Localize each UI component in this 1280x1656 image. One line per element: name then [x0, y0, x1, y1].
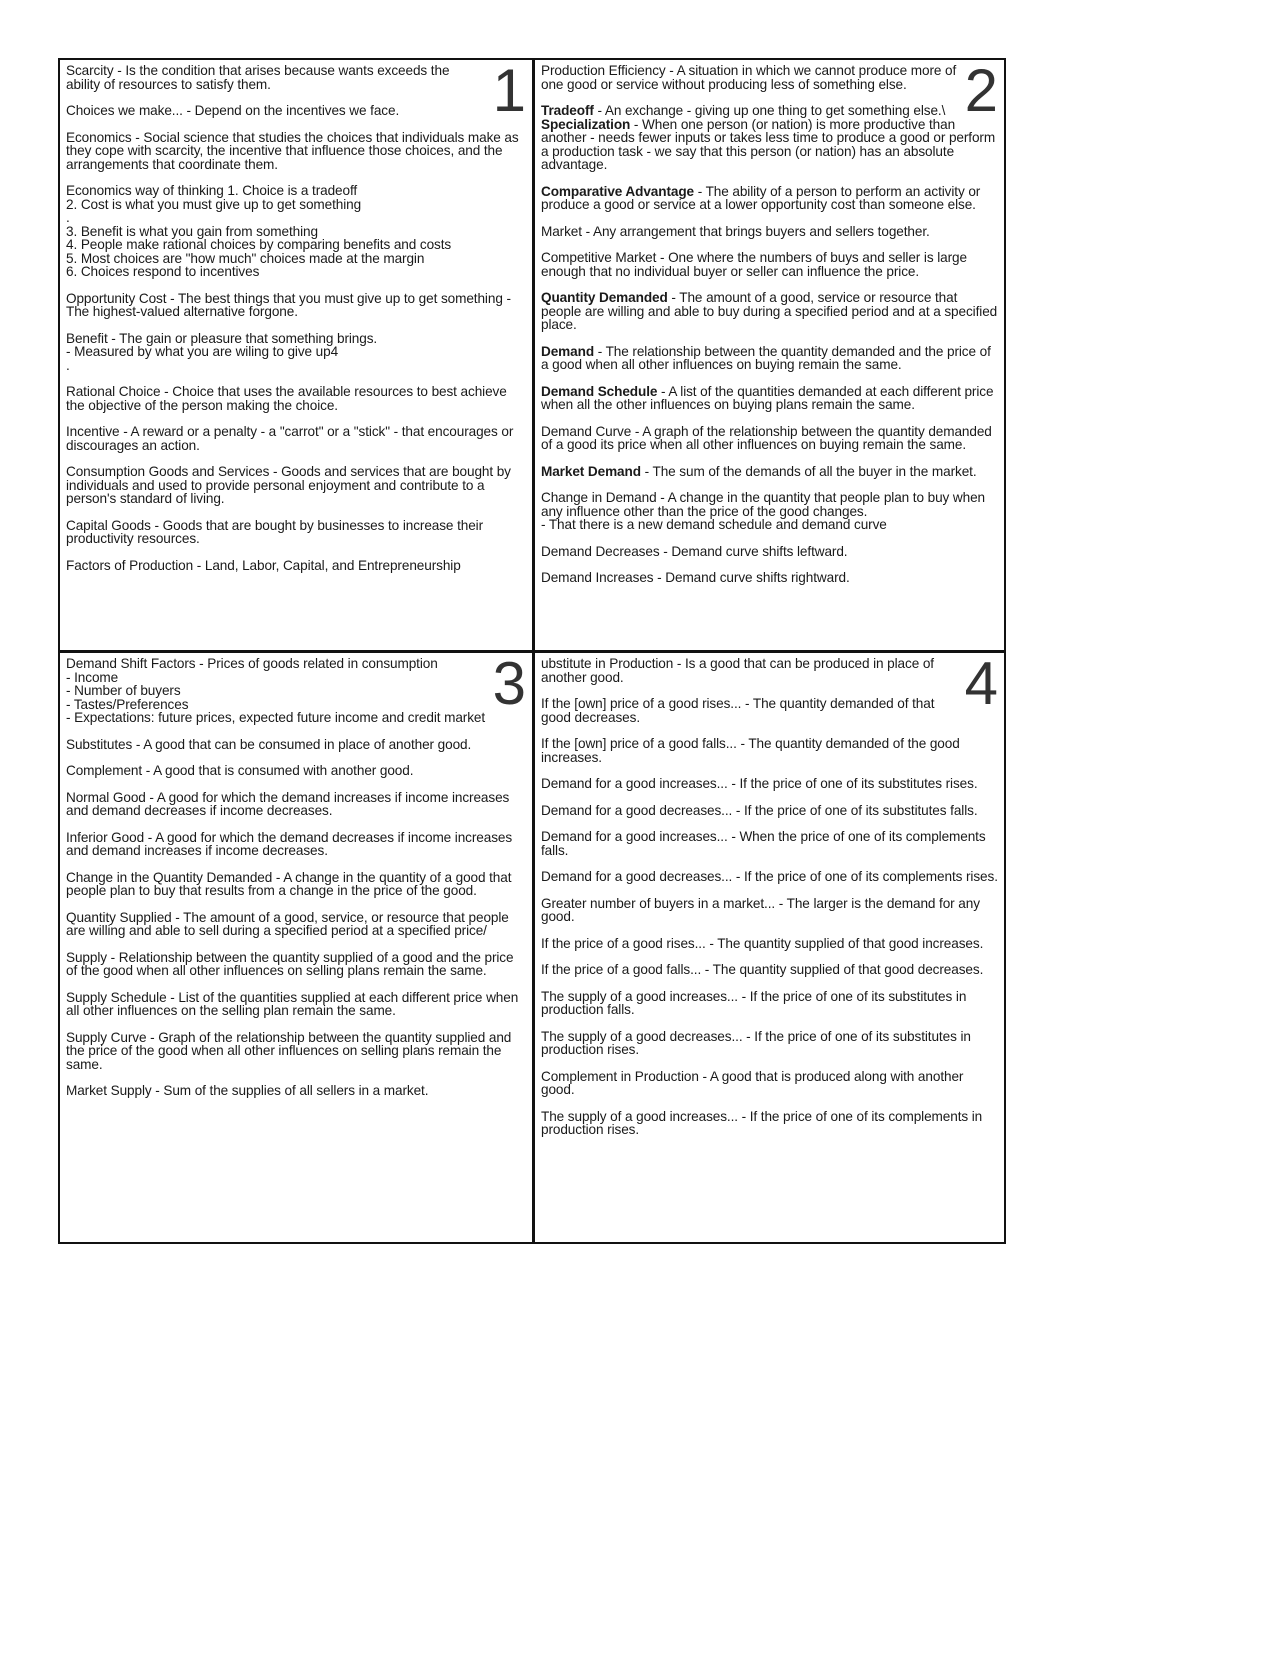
quadrant-number: 4 — [964, 653, 998, 717]
entry-definition: When the price of one of its complements falls. — [541, 829, 986, 858]
definition-entry — [541, 385, 998, 412]
entry-term: Benefit — [66, 330, 108, 346]
entry-term: Change in the Quantity Demanded — [66, 869, 273, 885]
entry-extra-line: . — [66, 210, 70, 225]
definition-entry — [541, 571, 998, 585]
entry-term: Substitutes — [66, 736, 133, 752]
definition-entry — [66, 519, 526, 546]
entry-separator: - — [150, 517, 163, 533]
entry-term: Choices we make... — [66, 103, 183, 118]
entry-separator: - — [145, 789, 157, 805]
entry-separator: - — [653, 570, 666, 585]
entry-list — [66, 60, 526, 573]
entry-separator: - — [656, 250, 669, 265]
entry-term: Competitive Market — [541, 250, 657, 265]
entry-extra-line: - Measured by what you are wiling to give up4 — [66, 344, 339, 359]
entry-separator: - — [701, 962, 713, 977]
definition-entry — [541, 118, 998, 172]
definition-entry — [66, 465, 526, 506]
definition-entry — [66, 1031, 526, 1072]
entry-definition: A graph of the relationship between the quantity demanded of a good its price when all other influences on buying remain the same. — [541, 423, 992, 452]
entry-list — [541, 60, 998, 585]
entry-term: Demand Decreases — [541, 543, 660, 559]
entry-extra-line: - Tastes/Preferences — [66, 696, 189, 712]
definition-entry — [66, 1084, 526, 1098]
definition-entry — [541, 1030, 998, 1057]
entry-definition: A good that can be consumed in place of another good. — [143, 736, 472, 752]
entry-definition: A good that is consumed with another good. — [153, 763, 414, 778]
entry-term: Complement in Production — [541, 1068, 699, 1084]
entry-term: Quantity Supplied — [66, 909, 172, 925]
definition-entry — [541, 545, 998, 559]
entry-definition: If the price of one of its complements rises. — [743, 869, 998, 884]
entry-definition: A good for which the demand decreases if income increases and demand increases if income decreases. — [66, 829, 513, 858]
entry-definition: The quantity demanded of that good decreases. — [541, 696, 935, 725]
entry-definition: Social science that studies the choices that individuals make as they cope with scarcity, the incentive that influence those choices, and the arrangements that coordinate them. — [66, 129, 519, 172]
entry-definition: If the price of one of its substitutes rises. — [739, 776, 978, 791]
entry-term: Capital Goods — [66, 517, 151, 533]
entry-list — [541, 653, 998, 1137]
entry-term: Greater number of buyers in a market... — [541, 895, 776, 911]
entry-term: The supply of a good increases... — [541, 1108, 738, 1124]
entry-term: Demand Schedule — [541, 383, 658, 399]
entry-term: Market Supply — [66, 1083, 152, 1098]
entry-definition: When one person (or nation) is more productive than another - needs fewer inputs or takes less time to produce a good or perform a production task - we say that this person (or nation) has an absolute advantage. — [541, 116, 996, 172]
entry-separator: - — [131, 129, 144, 145]
entry-separator: - — [667, 290, 680, 305]
entry-definition: A good that is produced along with another good. — [541, 1068, 964, 1097]
entry-term: Complement — [66, 763, 143, 778]
quadrant-1 — [60, 60, 532, 650]
entry-term: Specialization — [541, 116, 631, 132]
entry-definition: Depend on the incentives we face. — [194, 103, 400, 118]
definition-entry — [541, 225, 998, 239]
definition-entry — [66, 911, 526, 938]
entry-extra-line: 2. Cost is what you must give up to get something — [66, 196, 362, 212]
definition-entry — [541, 804, 998, 818]
entry-extra-line: 3. Benefit is what you gain from something — [66, 223, 318, 239]
entry-definition: Any arrangement that brings buyers and sellers together. — [592, 223, 930, 239]
entry-separator: - — [736, 736, 749, 751]
entry-separator: - — [193, 557, 205, 573]
entry-separator: - — [166, 290, 178, 306]
definition-entry — [66, 385, 526, 412]
entry-separator: - — [144, 829, 156, 845]
entry-definition: Prices of goods related in consumption — [207, 656, 438, 671]
entry-definition: An exchange - giving up one thing to get something else.\ — [604, 103, 946, 118]
entry-separator: - — [665, 63, 677, 78]
entry-definition: A change in the quantity that people plan to buy when any influence other than the price of the good changes. — [541, 490, 985, 519]
entry-term: Comparative Advantage — [541, 183, 695, 199]
entry-term: Supply Curve — [66, 1029, 147, 1045]
entry-separator: - — [656, 490, 668, 505]
definition-entry — [541, 185, 998, 212]
entry-term: Economics — [66, 129, 132, 145]
entry-separator: - — [630, 116, 643, 132]
entry-term: Demand Shift Factors — [66, 656, 196, 671]
entry-separator: - — [775, 895, 787, 911]
entry-term: Quantity Demanded — [541, 290, 668, 305]
entry-term: ubstitute in Production — [541, 656, 674, 671]
entry-definition: Graph of the relationship between the quantity supplied and the price of the good when all other influences on selling plans remain the same. — [66, 1029, 512, 1072]
entry-definition: The sum of the demands of all the buyer in the market. — [652, 463, 977, 479]
definition-entry — [541, 64, 998, 91]
entry-term: Incentive — [66, 424, 120, 439]
definition-entry — [66, 653, 526, 725]
entry-separator: - — [640, 463, 653, 479]
definition-entry — [66, 64, 526, 91]
definition-entry — [541, 1110, 998, 1137]
entry-separator: - — [142, 763, 154, 778]
entry-term: The supply of a good increases... — [541, 988, 738, 1004]
entry-definition: Goods and services that are bought by individuals and used to provide personal enjoyment and contribute to a person's standard of living. — [66, 464, 511, 506]
entry-definition: Land, Labor, Capital, and Entrepreneurship — [204, 557, 461, 573]
entry-definition: Demand curve shifts rightward. — [665, 570, 850, 585]
entry-definition: A good for which the demand increases if income increases and demand decreases if income decreases. — [66, 789, 510, 818]
entry-separator: - — [657, 383, 669, 399]
entry-separator: - — [732, 869, 744, 884]
entry-separator: - — [741, 696, 753, 711]
entry-extra-line: 5. Most choices are "how much" choices made at the margin — [66, 250, 425, 266]
definition-entry — [541, 870, 998, 884]
definition-entry — [541, 425, 998, 452]
entry-extra-line: - That there is a new demand schedule and demand curve — [541, 517, 887, 532]
entry-definition: Goods that are bought by businesses to increase their productivity resources. — [66, 517, 484, 546]
definition-entry — [66, 991, 526, 1018]
entry-definition: The amount of a good, service or resource that people are willing and able to buy during a specified period and at a specified place. — [541, 290, 998, 332]
entry-definition: The quantity supplied of that good decreases. — [712, 962, 984, 977]
entry-term: Normal Good — [66, 789, 146, 805]
entry-term: Demand for a good increases... — [541, 829, 728, 844]
entry-separator: - — [269, 464, 282, 479]
entry-term: Opportunity Cost — [66, 290, 167, 306]
definition-entry — [66, 764, 526, 778]
entry-extra-line: - Expectations: future prices, expected future income and credit market — [66, 710, 486, 725]
entry-definition: The amount of a good, service, or resource that people are willing and able to sell during a specified period at a specified price/ — [66, 909, 509, 938]
flashcard-sheet — [58, 58, 1006, 1244]
entry-separator: - — [631, 423, 643, 439]
entry-extra-line: 6. Choices respond to incentives — [66, 264, 260, 279]
quadrant-number: 3 — [492, 653, 526, 717]
entry-definition: Is a good that can be produced in place of another good. — [541, 656, 934, 685]
entry-definition: If the price of one of its substitutes falls. — [743, 802, 978, 818]
definition-entry — [66, 559, 526, 573]
entry-term: The supply of a good decreases... — [541, 1028, 743, 1044]
entry-term: Supply Schedule — [66, 989, 167, 1005]
entry-separator: - — [182, 103, 195, 118]
entry-separator: - — [737, 1108, 750, 1124]
entry-definition: The ability of a person to perform an activity or produce a good or service at a lower opportunity cost than someone else. — [541, 183, 981, 212]
entry-separator: - — [581, 223, 593, 239]
definition-entry — [541, 345, 998, 372]
definition-entry — [66, 738, 526, 752]
entry-separator: - — [107, 330, 120, 346]
entry-separator: - — [593, 103, 605, 118]
quadrant-3 — [60, 653, 532, 1242]
definition-entry — [66, 292, 526, 319]
entry-separator: - — [659, 543, 672, 559]
entry-list — [66, 653, 526, 1098]
entry-separator: - — [673, 656, 685, 671]
entry-definition: If the price of one of its complements in production rises. — [541, 1108, 983, 1137]
entry-definition: If the price of one of its substitutes in production falls. — [541, 988, 967, 1017]
entry-definition: Is the condition that arises because wants exceeds the ability of resources to satisfy them. — [66, 63, 450, 92]
definition-entry — [541, 963, 998, 977]
definition-entry — [541, 251, 998, 278]
definition-entry — [541, 291, 998, 332]
definition-entry — [66, 791, 526, 818]
entry-term: Scarcity — [66, 63, 114, 78]
entry-definition: A list of the quantities demanded at each different price when all the other influences on buying plans remain the same. — [541, 383, 994, 412]
entry-definition: Sum of the supplies of all sellers in a market. — [163, 1083, 429, 1098]
definition-entry — [541, 830, 998, 857]
entry-term: If the price of a good rises... — [541, 935, 706, 951]
entry-separator: - — [742, 1028, 755, 1044]
definition-entry — [66, 831, 526, 858]
entry-term: Demand for a good decreases... — [541, 869, 733, 884]
definition-entry — [66, 425, 526, 452]
definition-entry — [541, 897, 998, 924]
entry-term: Tradeoff — [541, 103, 594, 118]
entry-extra-line: - Number of buyers — [66, 683, 181, 698]
entry-separator: - — [705, 935, 718, 951]
definition-entry — [541, 737, 998, 764]
entry-term: Market — [541, 223, 582, 239]
entry-term: Market Demand — [541, 463, 641, 479]
quadrant-number: 1 — [492, 60, 526, 124]
entry-definition: Choice that uses the available resources to best achieve the objective of the person making the choice. — [66, 384, 507, 413]
quadrant-2 — [535, 60, 1004, 650]
entry-separator: - — [195, 656, 208, 671]
entry-term: Inferior Good — [66, 829, 145, 845]
entry-definition: Relationship between the quantity supplied of a good and the price of the good when all other influences on selling plans remain the same. — [66, 949, 514, 978]
entry-separator: - — [151, 1083, 164, 1098]
entry-term: Demand Increases — [541, 570, 654, 585]
definition-entry — [541, 697, 998, 724]
entry-extra-line: - Income — [66, 669, 119, 685]
entry-separator: - — [166, 989, 179, 1005]
entry-term: If the [own] price of a good falls... — [541, 736, 737, 751]
entry-term: Supply — [66, 949, 107, 965]
entry-definition: The quantity supplied of that good increases. — [717, 935, 984, 951]
entry-separator: - — [113, 63, 126, 78]
entry-separator: - — [146, 1029, 159, 1045]
entry-separator: - — [272, 869, 284, 885]
entry-definition: The best things that you must give up to get something - The highest-valued alternative forgone. — [66, 290, 511, 319]
entry-definition: 1. Choice is a tradeoff — [227, 183, 358, 198]
entry-definition: Demand curve shifts leftward. — [671, 543, 848, 559]
definition-entry — [541, 990, 998, 1017]
definition-entry — [66, 184, 526, 279]
entry-separator: - — [727, 776, 740, 791]
definition-entry — [541, 657, 998, 684]
definition-entry — [541, 465, 998, 479]
entry-definition: One where the numbers of buys and seller is large enough that no individual buyer or seller can influence the price. — [541, 250, 967, 279]
entry-separator: - — [132, 736, 144, 752]
entry-term: Rational Choice — [66, 384, 161, 399]
definition-entry — [66, 131, 526, 172]
entry-extra-line: . — [66, 357, 70, 373]
entry-separator: - — [698, 1068, 710, 1084]
definition-entry — [541, 1070, 998, 1097]
entry-definition: A change in the quantity of a good that people plan to buy that results from a change in the price of the good. — [66, 869, 512, 898]
entry-term: Economics way of thinking — [66, 183, 224, 198]
definition-entry — [66, 332, 526, 373]
definition-entry — [541, 937, 998, 951]
entry-term: Demand — [541, 343, 595, 359]
entry-term: Consumption Goods and Services — [66, 464, 270, 479]
quadrant-4 — [535, 653, 1004, 1242]
entry-extra-line: 4. People make rational choices by comparing benefits and costs — [66, 237, 452, 252]
entry-term: Demand for a good decreases... — [541, 802, 733, 818]
entry-separator: - — [160, 384, 173, 399]
entry-term: Demand Curve — [541, 423, 632, 439]
entry-separator: - — [737, 988, 750, 1004]
entry-definition: The quantity demanded of the good increases. — [541, 736, 960, 765]
entry-separator: - — [727, 829, 740, 844]
definition-entry — [66, 951, 526, 978]
entry-separator: - — [171, 909, 184, 925]
entry-separator: - — [594, 343, 606, 359]
entry-definition: A situation in which we cannot produce more of one good or service without producing less of something else. — [541, 63, 957, 92]
entry-separator: - — [694, 183, 706, 199]
definition-entry — [541, 104, 998, 118]
entry-separator: - — [732, 802, 744, 818]
entry-definition: A reward or a penalty - a "carrot" or a "stick" - that encourages or discourages an action. — [66, 424, 514, 453]
quadrant-number: 2 — [964, 60, 998, 124]
definition-entry — [66, 871, 526, 898]
entry-term: If the [own] price of a good rises... — [541, 696, 742, 711]
definition-entry — [66, 104, 526, 118]
entry-term: Demand for a good increases... — [541, 776, 728, 791]
definition-entry — [541, 777, 998, 791]
entry-term: If the price of a good falls... — [541, 962, 702, 977]
entry-definition: The larger is the demand for any good. — [541, 895, 980, 924]
entry-separator: - — [106, 949, 119, 965]
entry-definition: List of the quantities supplied at each different price when all other influences on the selling plan remain the same. — [66, 989, 519, 1018]
entry-definition: If the price of one of its substitutes in production rises. — [541, 1028, 971, 1057]
entry-definition: The relationship between the quantity demanded and the price of a good when all other influences on buying remain the same. — [541, 343, 991, 372]
definition-entry — [541, 491, 998, 532]
entry-separator: - — [119, 424, 131, 439]
entry-definition: The gain or pleasure that something brings. — [119, 330, 378, 346]
entry-term: Factors of Production — [66, 557, 194, 573]
entry-term: Production Efficiency — [541, 63, 666, 78]
entry-term: Change in Demand — [541, 490, 657, 505]
